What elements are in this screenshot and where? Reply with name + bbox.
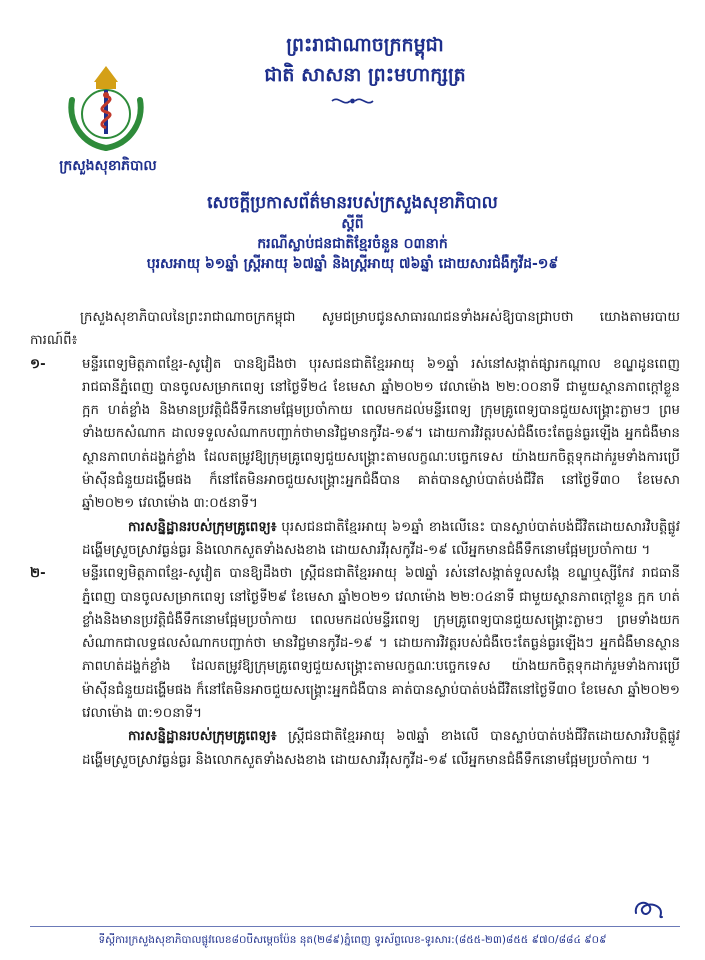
case-number: ២- — [30, 566, 46, 582]
conclusion-text: ស្ត្រីជនជាតិខ្មែរអាយុ ៦៧ឆ្នាំ ខាងលើ បានស្លាប់បាត់បង់ជីវិតដោយសារវិបត្តិផ្លូវដង្ហើមស្រួចស្រាវធ្ងន់ធ្ងរ និងលោកសួតទាំងសងខាង ដោយសារវីរុសកូវីដ-១៩ លើអ្នកមានជំងឺទឹកនោមផ្អែមប្រចាំកាយ ។ — [82, 729, 680, 768]
intro-paragraph: ក្រសួងសុខាភិបាលនៃព្រះរាជាណាចក្រកម្ពុជា សូមជម្រាបជូនសាធារណជនទាំងអស់ឱ្យបានជ្រាបថា យោងតាមរបាយការណ៍ពី៖ — [30, 310, 680, 349]
conclusion-label: ការសន្និដ្ឋានរបស់ក្រុមគ្រូពេទ្យ៖ — [128, 519, 277, 535]
title-line-1: សេចក្ដីប្រកាសព័ត៌មានរបស់ក្រសួងសុខាភិបាល — [207, 193, 498, 213]
title-line-2: ស្ដីពី — [341, 216, 364, 232]
case-item-1 — [30, 353, 680, 516]
case-description: មន្ទីរពេទ្យមិត្តភាពខ្មែរ-សូវៀត បានឱ្យដឹងថា បុរសជនជាតិខ្មែរអាយុ ៦១ឆ្នាំ រស់នៅសង្កាត់ផ្សារកណ្ដាល ខណ្ឌដូនពេញ រាជធានីភ្នំពេញ បានចូលសម្រាកពេទ្យ នៅថ្ងៃទី២៤ ខែមេសា ឆ្នាំ២០២១ វេលាម៉ោង ២២:០០នាទី ជាមួយស្ថានភាពក្ដៅខ្លួន ក្អក ហត់ខ្លាំង និងមានប្រវត្តិជំងឺទឹកនោមផ្អែមប្រចាំកាយ ពេលមកដល់មន្ទីរពេទ្យ ក្រុមគ្រូពេទ្យបានជួយសង្គ្រោះភ្លាមៗ ព្រមទាំងយកសំណាក ដាលទទួលសំណាកបញ្ជាក់ថាមានវិជ្ជមានកូវីដ-១៩។ ដោយការវិវត្តរបស់ជំងឺចេះតែធ្ងន់ធ្ងរឡើង អ្នកជំងឺមានស្ថានភាពហត់ដង្ហក់ខ្លាំង ដែលតម្រូវឱ្យក្រុមគ្រូពេទ្យជួយសង្គ្រោះតាមលក្ខណៈបច្ចេកទេស យ៉ាងយកចិត្តទុកដាក់រួមទាំងការប្រើម៉ាស៊ីនជំនួយដង្ហើមផង ក៏នៅតែមិនអាចជួយសង្គ្រោះអ្នកជំងឺបាន គាត់បានស្លាប់បាត់បង់ជីវិត នៅថ្ងៃទី៣០ ខែមេសា ឆ្នាំ២០២១ វេលាម៉ោង ៣:០៥នាទី។ — [82, 356, 680, 512]
case-conclusion-1 — [30, 516, 680, 563]
national-motto: ជាតិ សាសនា ព្រះមហាក្សត្រ — [264, 64, 466, 86]
title-line-3: ករណីស្លាប់ជនជាតិខ្មែរចំនួន ០៣នាក់ — [257, 236, 448, 252]
title-line-4: បុរសអាយុ ៦១ឆ្នាំ ស្ត្រីអាយុ ៦៧ឆ្នាំ និងស្ត្រីអាយុ ៧៦ឆ្នាំ ដោយសារជំងឺកូវីដ-១៩ — [146, 256, 559, 272]
conclusion-text: បុរសជនជាតិខ្មែរអាយុ ៦១ឆ្នាំ ខាងលើនេះ បានស្លាប់បាត់បង់ជីវិតដោយសារវិបត្តិផ្លូវដង្ហើមស្រួចស្រាវធ្ងន់ធ្ងរ និងលោកសួតទាំងសងខាង ដោយសារវីរុសកូវីដ-១៩ លើអ្នកមានជំងឺទឹកនោមផ្អែមប្រចាំកាយ ។ — [82, 519, 680, 558]
footer-address: ទីស្ដីការក្រសួងសុខាភិបាលផ្លូវលេខ៨០បីសម្ដេចប៉ែន នុត(២៨៩)ភ្នំពេញ ទូរស័ព្ទលេខ-ទូរសារ:(៨៥៥-២៣)៨៥៥ ៩៧០/៨៨៤ ៩០៩ — [98, 934, 607, 946]
announcement-title — [20, 192, 685, 274]
case-item-2 — [30, 562, 680, 725]
kingdom-header — [230, 30, 500, 90]
case-conclusion-2 — [30, 725, 680, 772]
ornament-divider-icon — [330, 94, 375, 108]
ministry-name: ក្រសួងសុខាភិបាល — [59, 158, 157, 174]
announcement-body — [30, 306, 680, 772]
footer-divider — [30, 926, 680, 927]
kingdom-name: ព្រះរាជាណាចក្រកម្ពុជា — [286, 34, 444, 56]
case-description: មន្ទីរពេទ្យមិត្តភាពខ្មែរ-សូវៀត បានឱ្យដឹងថា ស្ត្រីជនជាតិខ្មែរអាយុ ៦៧ឆ្នាំ រស់នៅសង្កាត់ទួលសង្កែ ខណ្ឌឬស្សីកែវ រាជធានីភ្នំពេញ បានចូលសម្រាកពេទ្យ នៅថ្ងៃទី២៩ ខែមេសា ឆ្នាំ២០២១ វេលាម៉ោង ២២:០៤នាទី ជាមួយស្ថានភាពក្ដៅខ្លួន ក្អក ហត់ខ្លាំងនិងមានប្រវត្តិជំងឺទឹកនោមផ្អែមប្រចាំកាយ ពេលមកដល់មន្ទីរពេទ្យ ក្រុមគ្រូពេទ្យបានជួយសង្គ្រោះភ្លាមៗ ព្រមទាំងយកសំណាកជាលទ្ធផលសំណាកបញ្ជាក់ថា មានវិជ្ជមានកូវីដ-១៩ ។ ដោយការវិវត្តរបស់ជំងឺចេះតែធ្ងន់ធ្ងរឡើងៗ អ្នកជំងឺមានស្ថានភាពហត់ដង្ហក់ខ្លាំង ដែលតម្រូវឱ្យក្រុមគ្រូពេទ្យជួយសង្គ្រោះតាមលក្ខណៈបច្ចេកទេស យ៉ាងយកចិត្តទុកដាក់រួមទាំងការប្រើម៉ាស៊ីនជំនួយដង្ហើមផង ក៏នៅតែមិនអាចជួយសង្គ្រោះអ្នកជំងឺបាន គាត់បានស្លាប់បាត់បង់ជីវិតនៅថ្ងៃទី៣០ ខែមេសា ឆ្នាំ២០២១ វេលាម៉ោង ៣:១០នាទី។ — [82, 566, 680, 722]
signature-mark-icon — [632, 895, 666, 921]
conclusion-label: ការសន្និដ្ឋានរបស់ក្រុមគ្រូពេទ្យ៖ — [128, 729, 277, 745]
ministry-of-health-emblem-icon — [58, 60, 154, 156]
case-number: ១- — [30, 356, 46, 372]
